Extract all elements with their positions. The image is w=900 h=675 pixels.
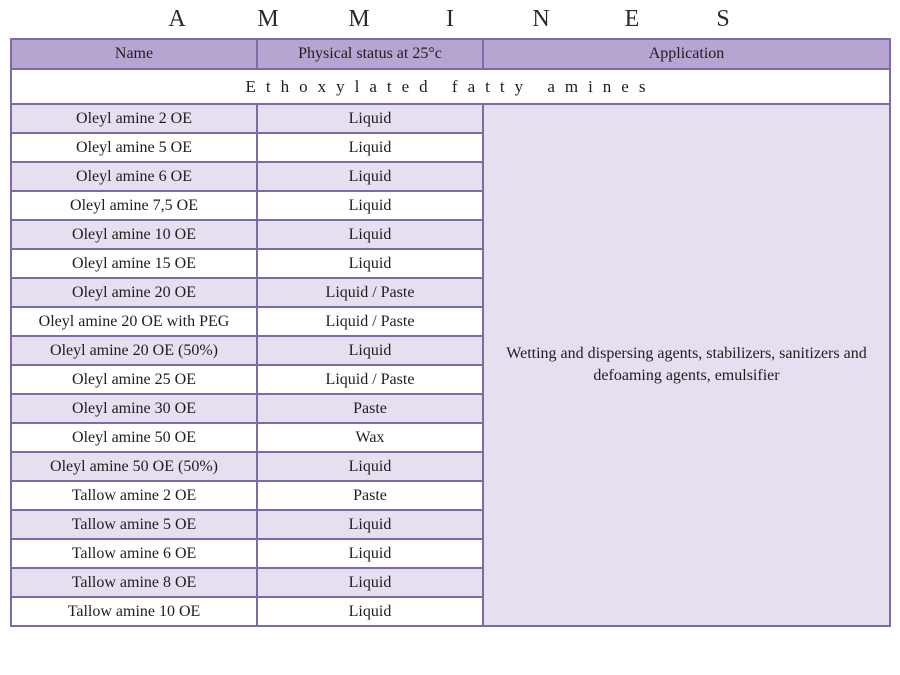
cell-status: Liquid: [257, 191, 483, 220]
amines-table: [10, 38, 891, 627]
page-title: [0, 0, 900, 38]
section-row: [11, 69, 890, 104]
cell-status: Liquid: [257, 510, 483, 539]
table-header-row: [11, 39, 890, 69]
cell-name: Tallow amine 5 OE: [11, 510, 257, 539]
cell-name: Oleyl amine 2 OE: [11, 104, 257, 133]
cell-status: Liquid: [257, 104, 483, 133]
cell-status: Liquid / Paste: [257, 278, 483, 307]
cell-name: Oleyl amine 20 OE: [11, 278, 257, 307]
cell-status: Liquid: [257, 568, 483, 597]
cell-name: Oleyl amine 50 OE: [11, 423, 257, 452]
cell-name: Oleyl amine 30 OE: [11, 394, 257, 423]
column-header-status: Physical status at 25°c: [257, 39, 483, 69]
cell-name: Oleyl amine 20 OE (50%): [11, 336, 257, 365]
cell-status: Liquid: [257, 336, 483, 365]
title-letter: A: [168, 5, 186, 32]
title-letter: M: [348, 5, 370, 32]
section-title: Ethoxylated fatty amines: [11, 69, 890, 104]
cell-status: Liquid: [257, 249, 483, 278]
cell-status: Liquid: [257, 597, 483, 626]
table-body: [11, 69, 890, 626]
cell-status: Liquid / Paste: [257, 365, 483, 394]
cell-status: Paste: [257, 481, 483, 510]
cell-name: Oleyl amine 20 OE with PEG: [11, 307, 257, 336]
cell-status: Liquid: [257, 539, 483, 568]
cell-name: Oleyl amine 6 OE: [11, 162, 257, 191]
cell-status: Liquid: [257, 162, 483, 191]
title-letter: E: [624, 5, 640, 32]
cell-name: Oleyl amine 15 OE: [11, 249, 257, 278]
cell-status: Liquid: [257, 133, 483, 162]
cell-name: Tallow amine 8 OE: [11, 568, 257, 597]
title-letter: S: [716, 5, 730, 32]
cell-name: Oleyl amine 10 OE: [11, 220, 257, 249]
cell-status: Wax: [257, 423, 483, 452]
cell-name: Oleyl amine 5 OE: [11, 133, 257, 162]
cell-status: Liquid / Paste: [257, 307, 483, 336]
cell-name: Oleyl amine 50 OE (50%): [11, 452, 257, 481]
column-header-application: Application: [483, 39, 890, 69]
title-letter: N: [532, 5, 550, 32]
cell-name: Tallow amine 6 OE: [11, 539, 257, 568]
cell-name: Tallow amine 10 OE: [11, 597, 257, 626]
cell-application: Wetting and dispersing agents, stabilizers, sanitizers and defoaming agents, emulsifier: [483, 104, 890, 626]
title-letter: M: [257, 5, 279, 32]
cell-status: Liquid: [257, 452, 483, 481]
cell-name: Oleyl amine 7,5 OE: [11, 191, 257, 220]
table-row: [11, 104, 890, 133]
cell-status: Liquid: [257, 220, 483, 249]
cell-status: Paste: [257, 394, 483, 423]
amines-table-container: [10, 38, 889, 627]
cell-name: Oleyl amine 25 OE: [11, 365, 257, 394]
column-header-name: Name: [11, 39, 257, 69]
title-letter: I: [446, 5, 454, 32]
cell-name: Tallow amine 2 OE: [11, 481, 257, 510]
